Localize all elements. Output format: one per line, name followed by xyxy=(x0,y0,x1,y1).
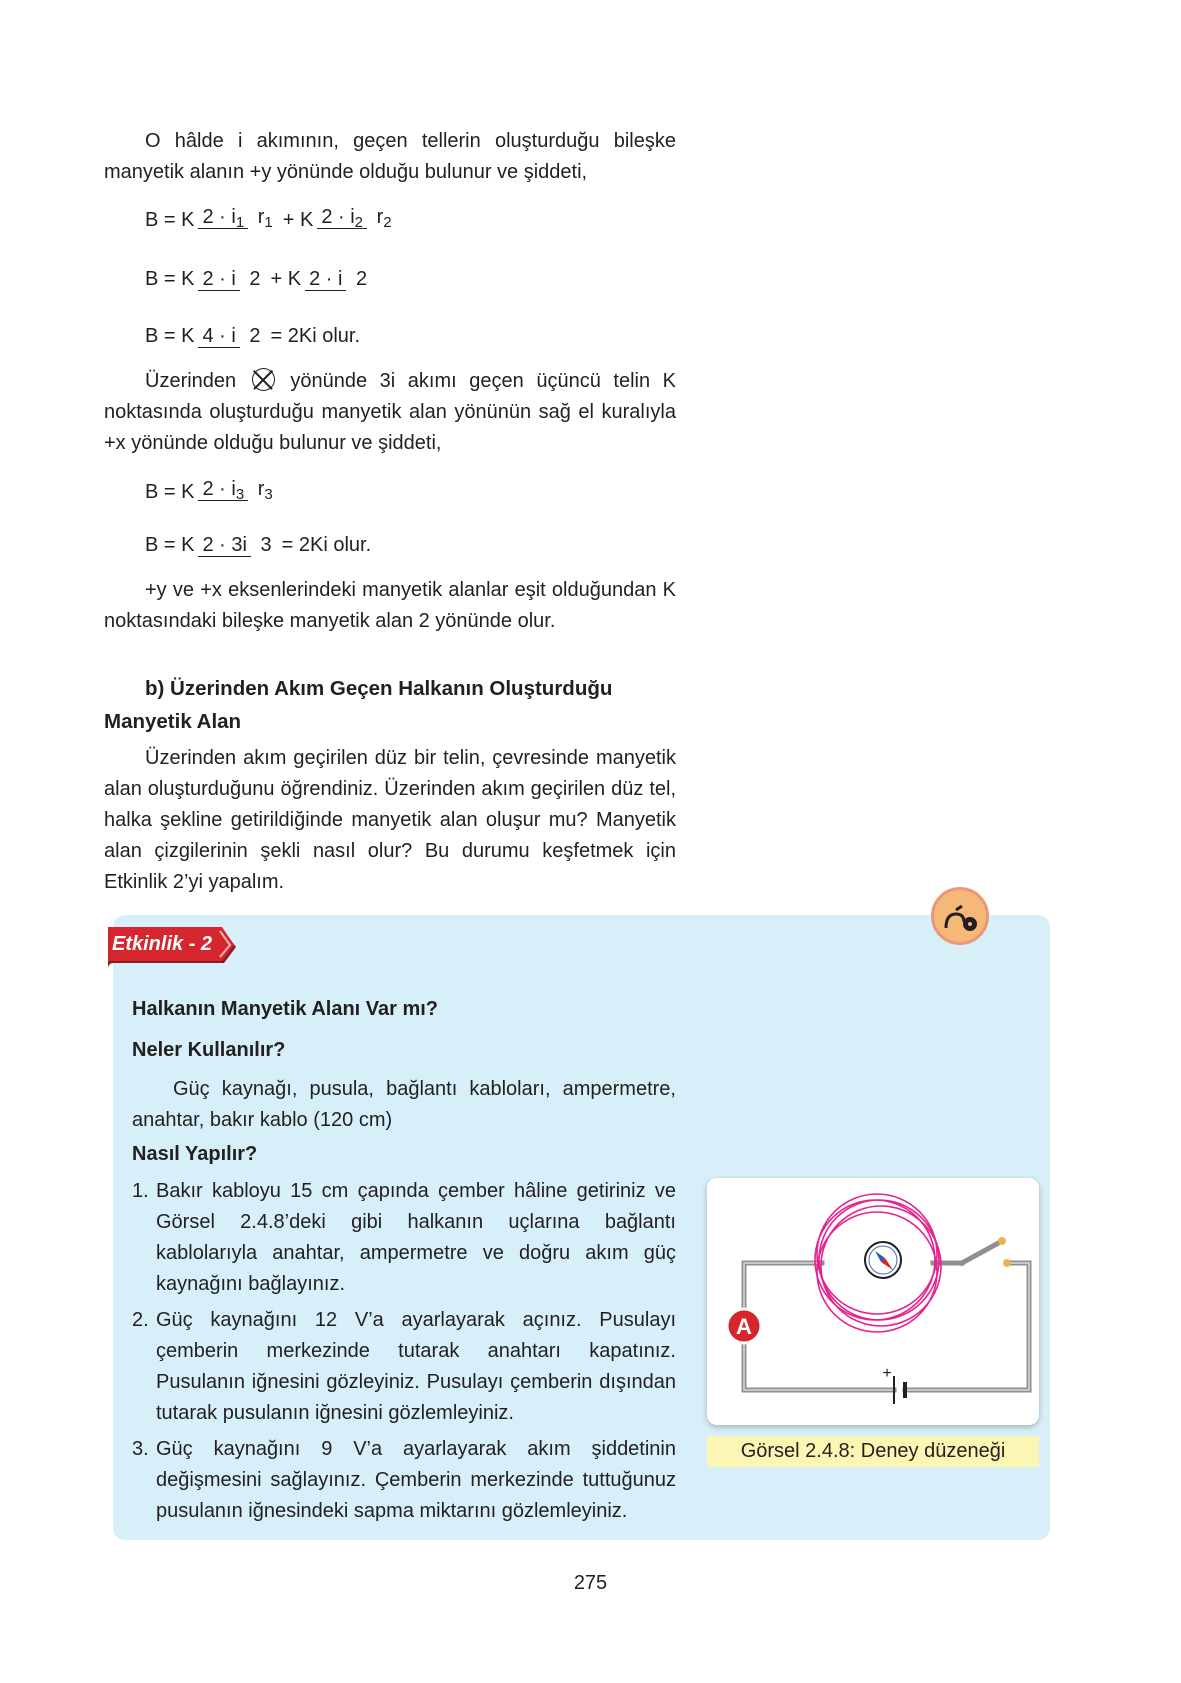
eq5-rhs: = 2Ki olur. xyxy=(281,533,372,556)
paragraph-2 xyxy=(104,366,676,459)
equation-5 xyxy=(145,515,371,575)
step-1-text: Bakır kabloyu 15 cm çapında çember hâline getiriniz ve Görsel 2.4.8’deki gibi halkanın uçlarına bağlantı kablolarıyla anahtar, ampermetre ve doğru akım güç kaynağını bağlayınız. xyxy=(156,1180,676,1295)
eq2-lhs: B = K xyxy=(145,267,195,290)
ammeter-label: A xyxy=(736,1314,752,1339)
equation-4 xyxy=(145,462,283,522)
eq1-den1: r xyxy=(257,206,265,228)
para2-post: yönünde 3i akımı geçen üçüncü telin K noktasında oluşturduğu manyetik alan yönünün sağ el kuralıyla +x yönünde olduğu bulunur ve şiddeti, xyxy=(104,370,676,454)
eq2-den1: 2 xyxy=(249,268,261,290)
step-3-text: Güç kaynağını 9 V’a ayarlayarak akım şiddetinin değişmesini sağlayınız. Çemberin merkezinde tuttuğunuz pusulanın iğnesindeki sapma miktarını gözlemleyiniz. xyxy=(156,1438,676,1522)
eq3-fraction xyxy=(198,324,264,348)
equation-1 xyxy=(145,190,402,250)
eq5-num: 2 · 3i xyxy=(198,534,250,557)
eq2-den2: 2 xyxy=(356,268,368,290)
page-number: 275 xyxy=(573,1572,608,1594)
eq2-num1: 2 · i xyxy=(198,268,239,291)
plug-icon xyxy=(934,890,986,942)
eq3-lhs: B = K xyxy=(145,324,195,347)
eq1-fraction-2 xyxy=(317,205,395,235)
eq1-den1-sub: 1 xyxy=(264,214,273,231)
activity-tab-label: Etkinlik - 2 xyxy=(112,933,213,955)
eq3-rhs: = 2Ki olur. xyxy=(270,324,361,347)
eq2-fraction-2 xyxy=(305,267,371,291)
step-3 xyxy=(132,1434,676,1527)
equation-3 xyxy=(145,306,360,366)
materials-text: Güç kaynağı, pusula, bağlantı kabloları, ampermetre, anahtar, bakır kablo (120 cm) xyxy=(132,1078,676,1131)
step-2-number: 2. xyxy=(132,1309,149,1331)
circuit-diagram xyxy=(707,1178,1039,1425)
procedure-heading: Nasıl Yapılır? xyxy=(132,1143,258,1165)
experiment-badge xyxy=(931,887,989,945)
eq1-den2: r xyxy=(376,206,384,228)
eq3-num: 4 · i xyxy=(198,325,239,348)
eq5-lhs: B = K xyxy=(145,533,195,556)
eq1-plus: + K xyxy=(282,208,314,231)
eq4-den-sub: 3 xyxy=(264,486,273,503)
step-3-number: 3. xyxy=(132,1438,149,1460)
eq4-num: 2 · i xyxy=(202,478,236,500)
paragraph-3: +y ve +x eksenlerindeki manyetik alanlar eşit olduğundan K noktasındaki bileşke manyetik alan 2 yönünde olur. xyxy=(104,579,676,632)
eq4-fraction xyxy=(198,477,276,507)
activity-title: Halkanın Manyetik Alanı Var mı? xyxy=(132,998,439,1020)
eq2-fraction-1 xyxy=(198,267,264,291)
intro-paragraph: O hâlde i akımının, geçen tellerin oluşturduğu bileşke manyetik alanın +y yönünde olduğu bulunur ve şiddeti, xyxy=(104,130,676,183)
eq5-fraction xyxy=(198,533,275,557)
step-2 xyxy=(132,1305,676,1429)
figure-caption: Görsel 2.4.8: Deney düzeneği xyxy=(707,1436,1039,1467)
paragraph-4: Üzerinden akım geçirilen düz bir telin, çevresinde manyetik alan oluşturduğunu öğrendiniz. Üzerinden akım geçirilen düz tel, halka şekline getirildiğinde manyetik alan oluşur mu? Manyetik alan çizgilerinin şekli nasıl olur? Bu durumu keşfetmek için Etkinlik 2’yi yapalım. xyxy=(104,747,676,893)
eq4-den: r xyxy=(257,478,265,500)
step-1 xyxy=(132,1176,676,1300)
eq1-num2: 2 · i xyxy=(321,206,355,228)
para2-pre: Üzerinden xyxy=(145,370,237,392)
into-page-symbol-icon xyxy=(252,368,275,391)
eq2-num2: 2 · i xyxy=(305,268,346,291)
eq5-den: 3 xyxy=(260,534,272,556)
eq1-fraction-1 xyxy=(198,205,276,235)
step-1-number: 1. xyxy=(132,1180,149,1202)
eq1-num2-sub: 2 xyxy=(354,214,364,231)
eq1-lhs: B = K xyxy=(145,208,195,231)
eq1-num1-sub: 1 xyxy=(235,214,245,231)
eq4-num-sub: 3 xyxy=(235,486,245,503)
eq1-num1: 2 · i xyxy=(202,206,236,228)
step-2-text: Güç kaynağını 12 V’a ayarlayarak açınız. Pusulayı çemberin merkezinde tutarak anahtarı kapatınız. Pusulanın iğnesini gözleyiniz. Pusulayı çemberin dışından tutarak pusulanın iğnesini gözlemleyiniz. xyxy=(156,1309,676,1424)
battery-plus-sign: + xyxy=(882,1365,892,1382)
eq1-den2-sub: 2 xyxy=(383,214,392,231)
equation-2 xyxy=(145,249,377,309)
section-b-heading: b) Üzerinden Akım Geçen Halkanın Oluşturduğu Manyetik Alan xyxy=(104,677,613,733)
eq4-lhs: B = K xyxy=(145,480,195,503)
materials-heading: Neler Kullanılır? xyxy=(132,1039,286,1061)
experiment-figure xyxy=(707,1178,1039,1425)
eq3-den: 2 xyxy=(249,325,261,347)
eq2-plus: + K xyxy=(270,267,302,290)
